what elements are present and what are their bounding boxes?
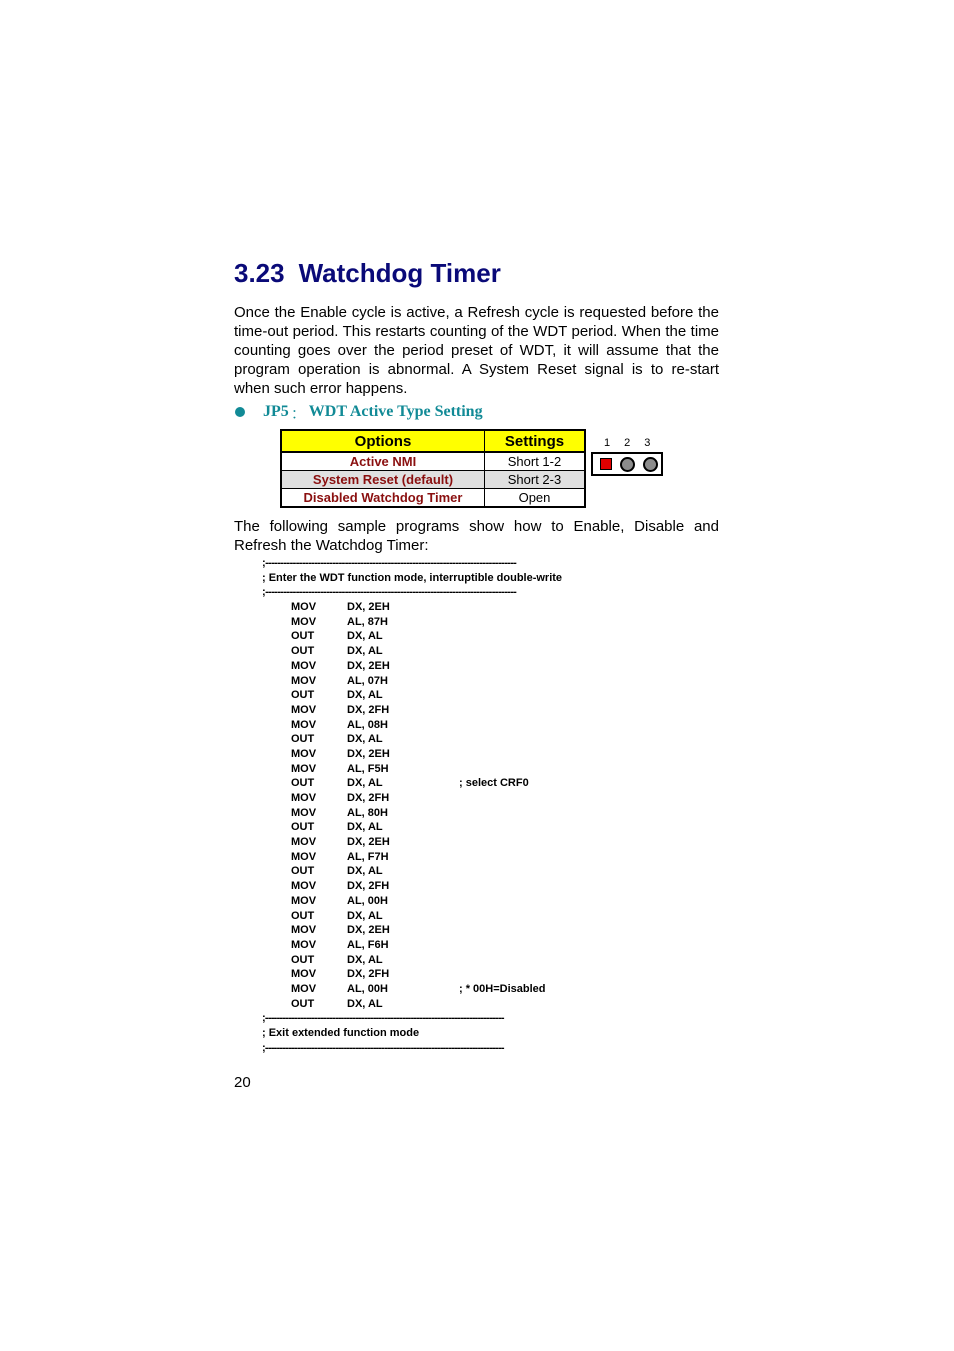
code-line [262, 894, 562, 909]
code-operand: DX, 2FH [347, 703, 390, 716]
option-cell: System Reset (default) [281, 471, 485, 489]
jumper-pin-numbers [598, 437, 674, 449]
code-line [262, 629, 562, 644]
code-operand: DX, 2FH [347, 880, 390, 893]
code-opcode: OUT [291, 953, 315, 966]
code-operand: AL, F5H [347, 762, 389, 775]
code-comment: ; Enter the WDT function mode, interruptible double-write [262, 571, 563, 584]
code-divider: ;---------------------------------------------------------------------------------- [262, 1041, 504, 1054]
code-operand: DX, 2EH [347, 924, 390, 937]
code-operand: DX, AL [347, 630, 383, 643]
code-operand: AL, F6H [347, 938, 389, 951]
code-operand: DX, AL [347, 733, 383, 746]
intro-paragraph: Once the Enable cycle is active, a Refresh cycle is requested before the time-out period. This restarts counting of the WDT period. When the time counting goes over the period preset of WDT, it will assume that the program operation is abnormal. A System Reset signal is to re-start when such error happens. [234, 304, 719, 397]
code-opcode: MOV [291, 762, 317, 775]
code-operand: AL, 00H [347, 894, 388, 907]
code-line [262, 938, 562, 953]
code-opcode: OUT [291, 777, 315, 790]
code-opcode: MOV [291, 982, 317, 995]
code-line [262, 864, 562, 879]
code-line [262, 762, 562, 777]
option-cell: Disabled Watchdog Timer [281, 489, 485, 508]
code-opcode: MOV [291, 894, 317, 907]
option-cell: Active NMI [281, 452, 485, 471]
code-opcode: OUT [291, 645, 315, 658]
code-opcode: MOV [291, 674, 317, 687]
code-operand: DX, 2EH [347, 601, 390, 614]
code-divider: ;---------------------------------------------------------------------------------- [262, 557, 517, 569]
code-line [262, 747, 562, 762]
section-title: Watchdog Timer [298, 258, 501, 288]
code-opcode: MOV [291, 938, 317, 951]
code-operand: AL, F7H [347, 850, 389, 863]
bullet-icon [235, 407, 245, 417]
setting-cell: Short 2-3 [485, 471, 586, 489]
jumper-separator: ： [290, 405, 307, 423]
pin-number: 1 [604, 437, 611, 449]
pin-number: 2 [624, 437, 631, 449]
code-operand: AL, 80H [347, 806, 388, 819]
jumper-settings-table [280, 429, 586, 508]
code-opcode: MOV [291, 880, 317, 893]
pin-number: 3 [644, 437, 651, 449]
code-opcode: OUT [291, 997, 315, 1010]
jumper-title: WDT Active Type Setting [308, 403, 483, 420]
code-divider: ;---------------------------------------------------------------------------------- [262, 586, 517, 599]
page-number: 20 [234, 1074, 251, 1091]
code-lines [262, 600, 562, 1011]
code-opcode: MOV [291, 718, 317, 731]
code-line [262, 776, 562, 791]
code-line [262, 820, 562, 835]
code-operand: DX, AL [347, 777, 383, 790]
table-row [281, 471, 585, 489]
code-opcode: MOV [291, 968, 317, 981]
jumper-heading [234, 401, 483, 423]
code-operand: DX, 2FH [347, 968, 390, 981]
code-opcode: MOV [291, 747, 317, 760]
section-heading [234, 258, 501, 289]
table-row [281, 452, 585, 471]
code-operand: DX, AL [347, 645, 383, 658]
code-opcode: OUT [291, 821, 315, 834]
pin1-square-icon [600, 458, 612, 470]
code-line-comment: ; select CRF0 [459, 777, 529, 790]
code-line [262, 615, 562, 630]
code-comment: ; Exit extended function mode [262, 1027, 420, 1040]
code-operand: DX, AL [347, 953, 383, 966]
table-row [281, 489, 585, 508]
code-operand: DX, AL [347, 909, 383, 922]
code-opcode: MOV [291, 850, 317, 863]
setting-cell: Open [485, 489, 586, 508]
section-number: 3.23 [234, 258, 285, 288]
code-line [262, 879, 562, 894]
code-operand: DX, 2EH [347, 836, 390, 849]
code-line [262, 967, 562, 982]
code-line [262, 791, 562, 806]
code-line [262, 718, 562, 733]
code-opcode: MOV [291, 703, 317, 716]
code-line [262, 982, 562, 997]
code-operand: DX, 2EH [347, 747, 390, 760]
code-line [262, 850, 562, 865]
code-operand: DX, 2FH [347, 792, 390, 805]
code-line [262, 659, 562, 674]
code-opcode: MOV [291, 659, 317, 672]
pin2-round-icon [620, 457, 635, 472]
code-line [262, 835, 562, 850]
code-line [262, 644, 562, 659]
jumper-label: JP5 [263, 403, 289, 420]
code-opcode: OUT [291, 630, 315, 643]
code-listing [262, 556, 562, 1055]
code-opcode: MOV [291, 836, 317, 849]
code-opcode: MOV [291, 615, 317, 628]
code-opcode: MOV [291, 924, 317, 937]
code-opcode: OUT [291, 865, 315, 878]
pin3-round-icon [643, 457, 658, 472]
code-line [262, 923, 562, 938]
code-divider: ;---------------------------------------------------------------------------------- [262, 1012, 504, 1025]
code-line [262, 909, 562, 924]
jumper-diagram [591, 452, 663, 476]
setting-cell: Short 1-2 [485, 452, 586, 471]
code-line [262, 997, 562, 1012]
header-settings: Settings [485, 430, 586, 452]
code-opcode: OUT [291, 909, 315, 922]
code-line [262, 703, 562, 718]
code-opcode: OUT [291, 689, 315, 702]
code-operand: DX, 2EH [347, 659, 390, 672]
code-line [262, 674, 562, 689]
code-opcode: OUT [291, 733, 315, 746]
header-options: Options [281, 430, 485, 452]
code-operand: AL, 87H [347, 615, 388, 628]
sample-intro-paragraph: The following sample programs show how to Enable, Disable and Refresh the Watchdog Timer: [234, 518, 719, 554]
code-line [262, 732, 562, 747]
table-header-row [281, 430, 585, 452]
code-line [262, 953, 562, 968]
code-operand: AL, 07H [347, 674, 388, 687]
code-operand: DX, AL [347, 865, 383, 878]
code-line [262, 600, 562, 615]
code-operand: AL, 00H [347, 982, 388, 995]
code-opcode: MOV [291, 806, 317, 819]
code-line-comment: ; * 00H=Disabled [459, 982, 546, 995]
code-operand: DX, AL [347, 821, 383, 834]
code-opcode: MOV [291, 792, 317, 805]
code-line [262, 688, 562, 703]
code-operand: DX, AL [347, 997, 383, 1010]
code-line [262, 806, 562, 821]
code-operand: DX, AL [347, 689, 383, 702]
code-operand: AL, 08H [347, 718, 388, 731]
code-opcode: MOV [291, 601, 317, 614]
